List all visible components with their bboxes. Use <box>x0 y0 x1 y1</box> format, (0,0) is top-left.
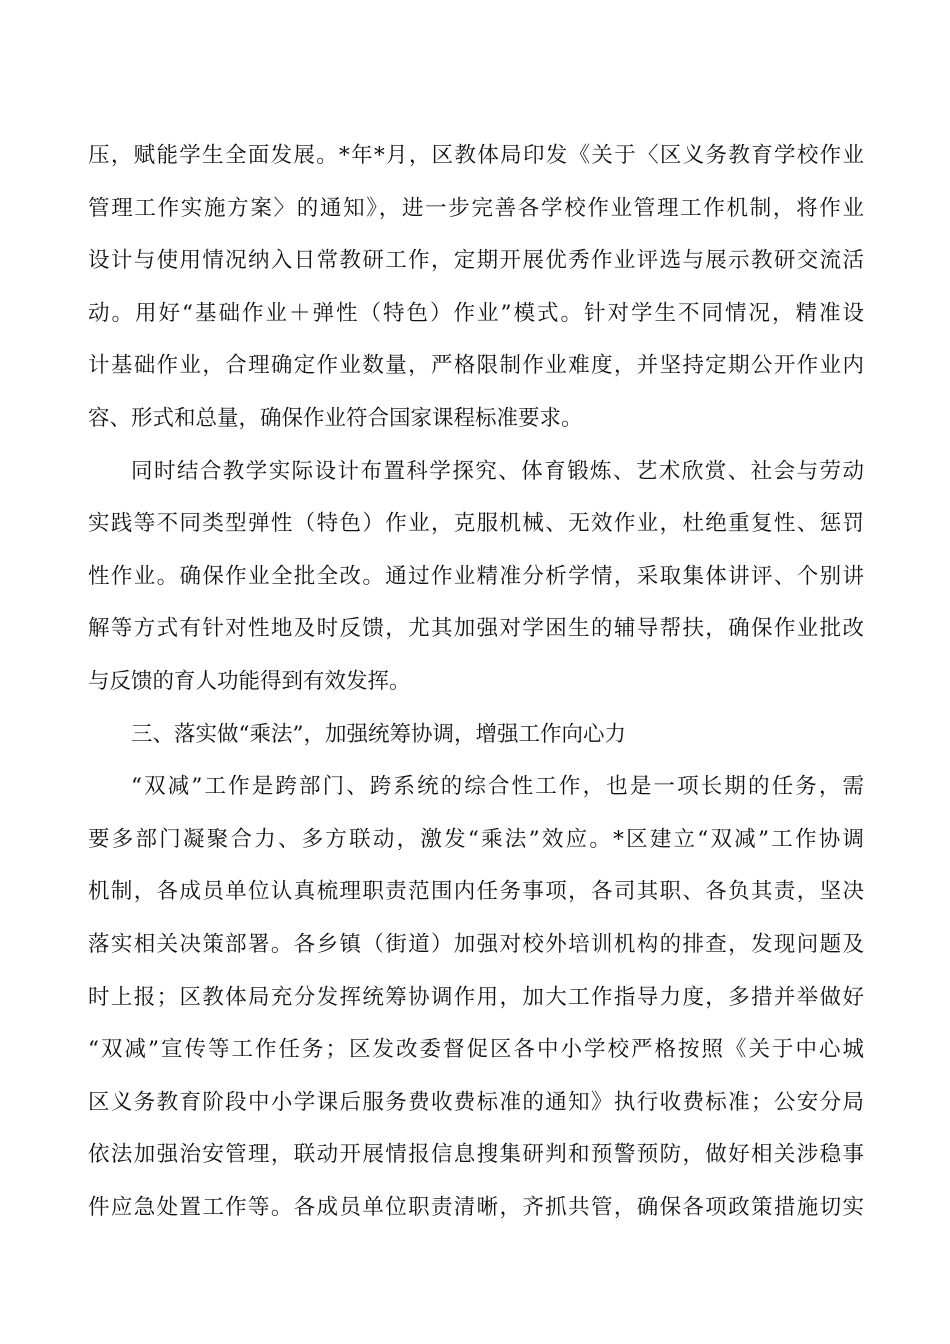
paragraph-line: 动。用好“基础作业＋弹性（特色）作业”模式。针对学生不同情况，精准设 <box>88 300 864 326</box>
paragraph-line: 要多部门凝聚合力、多方联动，激发“乘法”效应。*区建立“双减”工作协调 <box>88 826 864 852</box>
paragraph-line: 实践等不同类型弹性（特色）作业，克服机械、无效作业，杜绝重复性、惩罚 <box>88 511 864 537</box>
paragraph-line: “双减”宣传等工作任务；区发改委督促区各中小学校严格按照《关于中心城 <box>88 1037 864 1063</box>
paragraph-line: 机制，各成员单位认真梳理职责范围内任务事项，各司其职、各负其责，坚决 <box>88 879 864 905</box>
paragraph-line: 解等方式有针对性地及时反馈，尤其加强对学困生的辅导帮扶，确保作业批改 <box>88 616 864 642</box>
paragraph-line: “双减”工作是跨部门、跨系统的综合性工作，也是一项长期的任务，需 <box>131 774 864 800</box>
paragraph-line: 管理工作实施方案〉的通知》，进一步完善各学校作业管理工作机制，将作业 <box>88 195 864 221</box>
paragraph-line: 压，赋能学生全面发展。*年*月，区教体局印发《关于〈区义务教育学校作业 <box>88 143 864 168</box>
paragraph-line: 落实相关决策部署。各乡镇（街道）加强对校外培训机构的排查，发现问题及 <box>88 931 864 957</box>
paragraph-line: 时上报；区教体局充分发挥统筹协调作用，加大工作指导力度，多措并举做好 <box>88 984 864 1010</box>
paragraph-line: 同时结合教学实际设计布置科学探究、体育锻炼、艺术欣赏、社会与劳动 <box>131 458 864 484</box>
paragraph-line: 性作业。确保作业全批全改。通过作业精准分析学情，采取集体讲评、个别讲 <box>88 563 864 589</box>
paragraph-line: 容、形式和总量，确保作业符合国家课程标准要求。 <box>88 405 583 431</box>
section-heading: 三、落实做“乘法”，加强统筹协调，增强工作向心力 <box>131 721 626 747</box>
document-page <box>88 130 864 1234</box>
paragraph-line: 与反馈的育人功能得到有效发挥。 <box>88 668 411 694</box>
paragraph-line: 计基础作业，合理确定作业数量，严格限制作业难度，并坚持定期公开作业内 <box>88 353 864 379</box>
paragraph-line: 设计与使用情况纳入日常教研工作，定期开展优秀作业评选与展示教研交流活 <box>88 248 864 274</box>
paragraph-line: 区义务教育阶段中小学课后服务费收费标准的通知》执行收费标准；公安分局 <box>88 1089 864 1115</box>
paragraph-line: 件应急处置工作等。各成员单位职责清晰，齐抓共管，确保各项政策措施切实 <box>88 1194 864 1220</box>
paragraph-line: 依法加强治安管理，联动开展情报信息搜集研判和预警预防，做好相关涉稳事 <box>88 1142 864 1168</box>
